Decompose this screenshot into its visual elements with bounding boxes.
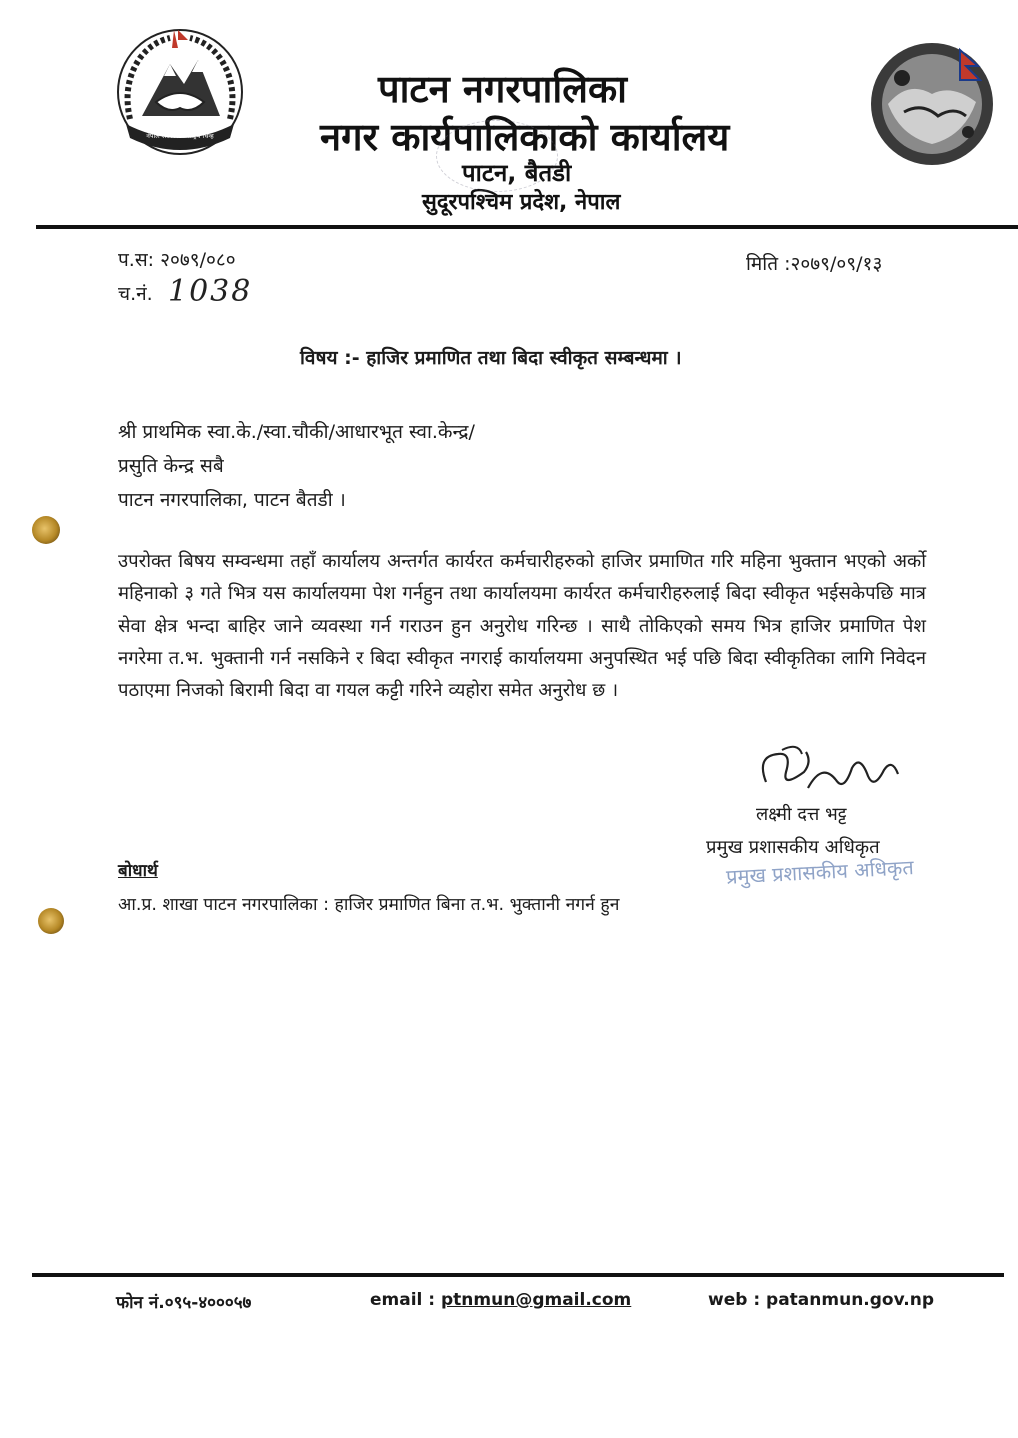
bodharth-line1: आ.प्र. शाखा पाटन नगरपालिका : हाजिर प्रमाणित बिना त.भ. भुक्तानी नगर्न हुन [118,895,620,915]
addressee-line2: प्रसुति केन्द्र सबै [118,455,224,477]
header-divider [36,225,1018,229]
municipality-logo-graphic [868,40,996,168]
footer-phone: फोन नं.०९५-४०००५७ [116,1293,252,1313]
office-title-line4: सुदूरपश्चिम प्रदेश, नेपाल [422,190,621,215]
signature-scribble [752,742,902,804]
footer-email-label: email : [370,1290,442,1310]
punch-hole-bottom [38,908,64,934]
office-title-line1: पाटन नगरपालिका [378,67,627,111]
signatory-name: लक्ष्मी दत्त भट्ट [756,804,847,825]
addressee-line1: श्री प्राथमिक स्वा.के./स्वा.चौकी/आधारभूत स्वा.केन्द्र/ [118,421,475,443]
handwritten-signature [752,742,902,804]
emblem-caption: नेपाल सरकारको राष्ट्रिय चिन्ह [146,132,214,140]
municipality-logo [868,40,996,168]
letter-subject: विषय :- हाजिर प्रमाणित तथा बिदा स्वीकृत सम्बन्धमा । [300,347,682,369]
chalani-label: च.नं. [118,283,153,305]
office-title-line2: नगर कार्यपालिकाको कार्यालय [320,115,730,159]
faint-office-stamp [436,120,558,192]
chalani-number-handwritten: 1038 [168,274,253,309]
letter-date: मिति :२०७९/०९/१३ [746,253,883,275]
office-title-line3: पाटन, बैतडी [462,159,572,187]
letter-body: उपरोक्त बिषय सम्वन्धमा तहाँ कार्यालय अन्तर्गत कार्यरत कर्मचारीहरुको हाजिर प्रमाणित गरि महिना भुक्तान भएको अर्को महिनाको ३ गते भित्र यस कार्यालयमा पेश गर्नहुन तथा कार्यालयमा कार्यरत कर्मचारीहरुलाई बिदा स्वीकृत भईसकेपछि मात्र सेवा क्षेत्र भन्दा बाहिर जाने व्यवस्था गर्न गराउन हुन अनुरोध गरिन्छ । साथै तोकिएको समय भित्र हाजिर प्रमाणित पेश नगरेमा त.भ. भुक्तानी गर्न नसकिने र बिदा स्वीकृत नगराई कार्यालयमा अनुपस्थित भई पछि बिदा स्वीकृतिका लागि निवेदन पठाएमा निजको बिरामी बिदा वा गयल कट्टी गरिने व्यहोरा समेत अनुरोध छ । [118,551,926,702]
designation-stamp: प्रमुख प्रशासकीय अधिकृत [725,855,915,889]
addressee-line3: पाटन नगरपालिका, पाटन बैतडी । [118,489,346,511]
nepal-emblem-logo [112,24,248,160]
signatory-designation: प्रमुख प्रशासकीय अधिकृत [706,837,880,858]
footer-divider [32,1273,1004,1277]
punch-hole-top [32,516,60,544]
bodharth-label: बोधार्थ [118,861,158,881]
footer-email [370,1290,631,1310]
footer-email-link[interactable]: ptnmun@gmail.com [441,1290,632,1310]
patra-sankhya: प.स: २०७९/०८० [118,249,236,271]
footer-website[interactable]: web : patanmun.gov.np [708,1290,935,1310]
